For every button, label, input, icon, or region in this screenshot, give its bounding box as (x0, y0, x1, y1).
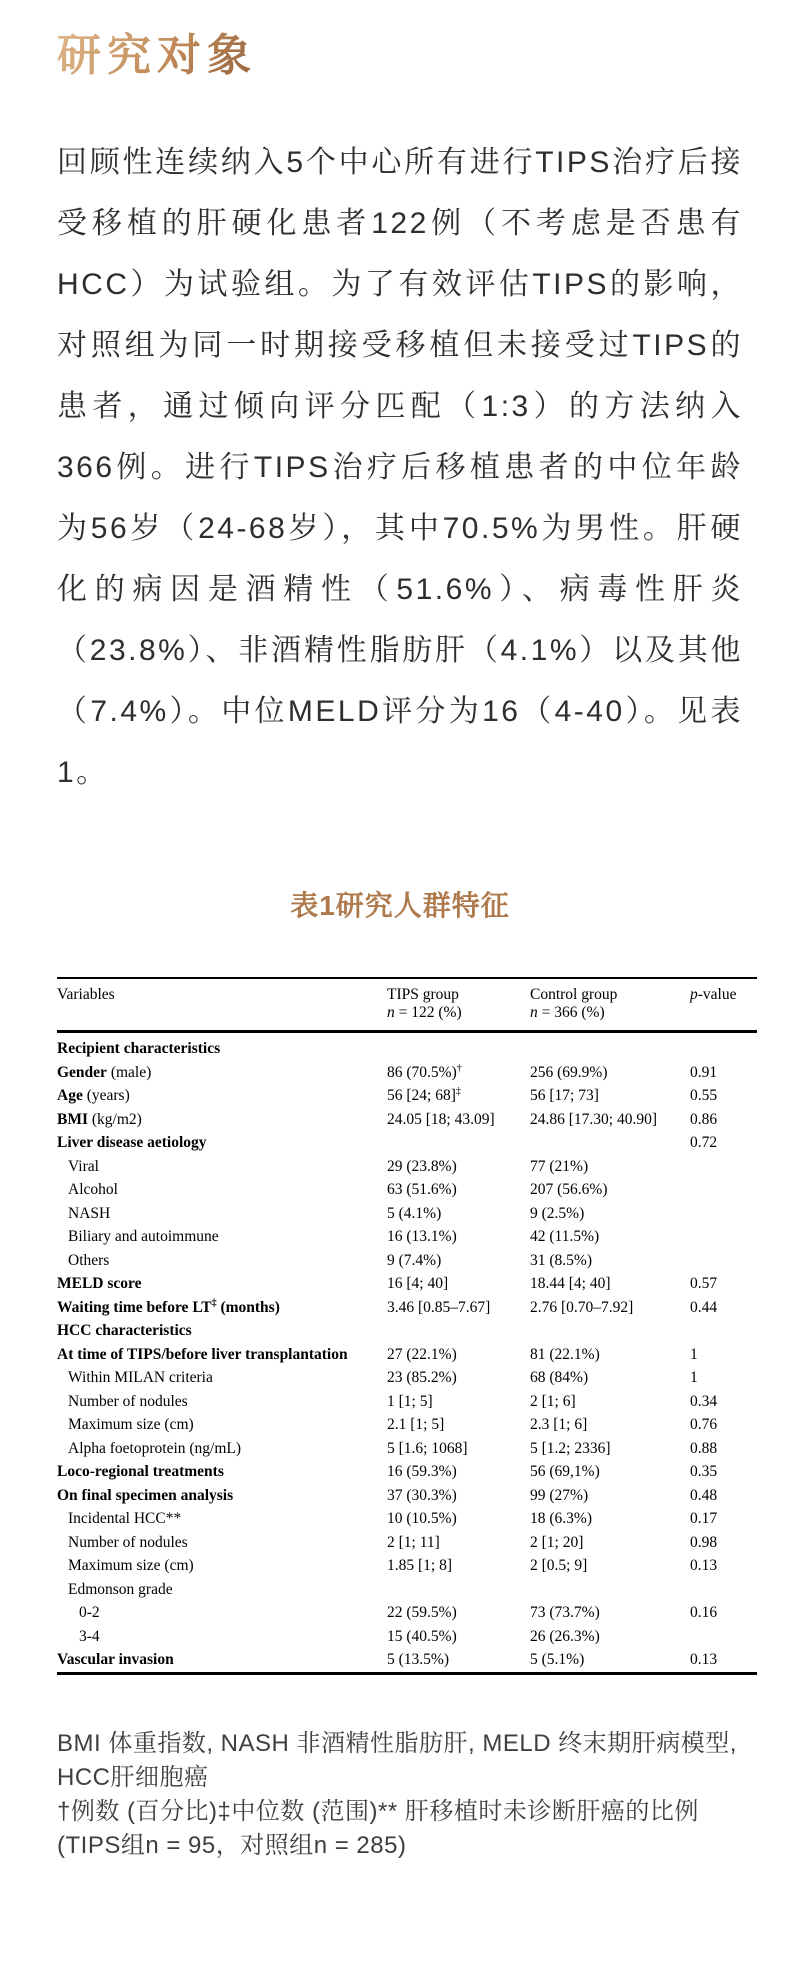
cell-p-value (690, 1202, 757, 1226)
table-body (57, 1032, 757, 1674)
cell-control-value: 2 [1; 6] (530, 1392, 576, 1410)
cell-tips-value (387, 1319, 530, 1343)
table-row (57, 1296, 757, 1320)
cell-variable: 3-4 (79, 1627, 100, 1645)
cell-control-value: 24.86 [17.30; 40.90] (530, 1110, 658, 1128)
cell-control-value: 9 (2.5%) (530, 1204, 585, 1222)
cell-variable: On final specimen analysis (57, 1486, 234, 1504)
cell-control-value: 256 (69.9%) (530, 1063, 608, 1081)
cell-variable: Viral (68, 1157, 99, 1175)
table-row (57, 1460, 757, 1484)
cell-variable: Maximum size (cm) (68, 1557, 194, 1574)
cell-tips-value: 5 (4.1%) (387, 1204, 442, 1222)
cell-tips-value: 56 [24; 68]‡ (387, 1085, 461, 1104)
footnote-line: †例数 (百分比)‡中位数 (范围)** 肝移植时未诊断肝癌的比例 (57, 1797, 699, 1825)
cell-control-value: 56 (69,1%) (530, 1463, 600, 1480)
table-row (57, 1319, 757, 1343)
cell-p-value: 0.13 (690, 1557, 718, 1574)
cell-tips-value: 5 (13.5%) (387, 1651, 449, 1668)
cell-control-value: 2.76 [0.70–7.92] (530, 1298, 634, 1316)
cell-control-value: 207 (56.6%) (530, 1181, 608, 1198)
cell-variable: Alpha foetoprotein (ng/mL) (68, 1439, 242, 1457)
cell-control-value: 77 (21%) (530, 1157, 589, 1175)
cell-p-value (690, 1155, 757, 1179)
cell-control-value: 2 [1; 20] (530, 1533, 584, 1551)
cell-control-value (530, 1131, 690, 1155)
cell-tips-value (387, 1032, 530, 1061)
cell-p-value: 0.98 (690, 1533, 718, 1551)
header-control-n-rest: = 366 (%) (537, 1003, 605, 1021)
cell-control-value: 31 (8.5%) (530, 1251, 592, 1269)
cell-control-value: 99 (27%) (530, 1486, 589, 1504)
header-tips-group (387, 978, 530, 1032)
cell-variable: Incidental HCC** (68, 1510, 182, 1527)
cell-p-value: 1 (690, 1345, 698, 1363)
cell-p-value: 0.91 (690, 1063, 718, 1081)
table-row (57, 1343, 757, 1367)
header-tips-n-italic: n (387, 1003, 395, 1021)
cell-tips-value: 29 (23.8%) (387, 1157, 457, 1175)
header-tips-n-rest: = 122 (%) (394, 1003, 462, 1021)
cell-variable: Number of nodules (68, 1533, 188, 1551)
cell-variable: Age (years) (57, 1087, 130, 1104)
table-row (57, 1484, 757, 1508)
cell-tips-value: 27 (22.1%) (387, 1345, 457, 1363)
cell-p-value (690, 1032, 757, 1061)
table-row (57, 1178, 757, 1202)
cell-variable: Number of nodules (68, 1392, 188, 1410)
cell-control-value: 26 (26.3%) (530, 1627, 600, 1645)
cell-variable: 0-2 (79, 1604, 100, 1621)
footnote-line: BMI 体重指数, NASH 非酒精性脂肪肝, MELD 终末期肝病模型, (57, 1729, 737, 1757)
cell-variable: HCC characteristics (57, 1322, 192, 1339)
cell-control-value: 18.44 [4; 40] (530, 1275, 611, 1292)
cell-tips-value: 86 (70.5%)† (387, 1062, 462, 1081)
header-variables (57, 978, 387, 1032)
cell-tips-value: 22 (59.5%) (387, 1604, 457, 1621)
cell-tips-value: 2.1 [1; 5] (387, 1416, 445, 1433)
cell-variable: Others (68, 1251, 110, 1269)
cell-p-value: 0.88 (690, 1439, 718, 1457)
cell-variable: Maximum size (cm) (68, 1416, 194, 1433)
cell-p-value: 0.57 (690, 1275, 718, 1292)
cell-p-value: 1 (690, 1369, 698, 1386)
cell-tips-value: 16 (59.3%) (387, 1463, 457, 1480)
cell-p-value: 0.48 (690, 1486, 718, 1504)
header-control-group (530, 978, 690, 1032)
cell-variable: MELD score (57, 1275, 142, 1292)
cell-p-value: 0.17 (690, 1510, 718, 1527)
cell-tips-value: 9 (7.4%) (387, 1251, 442, 1269)
header-control-title: Control group (530, 986, 618, 1003)
cell-variable: Loco-regional treatments (57, 1463, 224, 1480)
cell-p-value (690, 1249, 757, 1273)
cell-control-value: 18 (6.3%) (530, 1510, 592, 1527)
table-row (57, 1032, 757, 1061)
cell-control-value (530, 1578, 690, 1602)
table-row (57, 1061, 757, 1085)
header-p-rest: -value (697, 986, 737, 1003)
cell-p-value: 0.76 (690, 1416, 718, 1433)
cell-variable: NASH (68, 1204, 111, 1222)
table-row (57, 1554, 757, 1578)
table-row (57, 1507, 757, 1531)
cell-p-value: 0.35 (690, 1463, 718, 1480)
cell-variable: Vascular invasion (57, 1651, 174, 1668)
table-row (57, 1202, 757, 1226)
table-row (57, 1249, 757, 1273)
cell-variable: Within MILAN criteria (68, 1369, 213, 1386)
table-row (57, 1648, 757, 1673)
table-row (57, 1108, 757, 1132)
cell-tips-value (387, 1131, 530, 1155)
table-row (57, 1601, 757, 1625)
cell-control-value: 2.3 [1; 6] (530, 1416, 588, 1433)
cell-tips-value: 10 (10.5%) (387, 1510, 457, 1527)
cell-p-value (690, 1178, 757, 1202)
footnote-line: (TIPS组n = 95，对照组n = 285) (57, 1831, 407, 1859)
table-header (57, 978, 757, 1032)
cell-tips-value: 63 (51.6%) (387, 1181, 457, 1198)
cell-variable: BMI (kg/m2) (57, 1110, 142, 1128)
table-header-row (57, 978, 757, 1032)
cell-p-value: 0.13 (690, 1651, 718, 1668)
header-p-value (690, 978, 757, 1032)
page-title: 研究对象 (57, 31, 257, 80)
cell-tips-value: 1 [1; 5] (387, 1392, 433, 1410)
cell-tips-value: 23 (85.2%) (387, 1369, 457, 1386)
table-row (57, 1272, 757, 1296)
cell-p-value: 0.44 (690, 1298, 718, 1316)
table-row (57, 1625, 757, 1649)
cell-tips-value: 16 [4; 40] (387, 1275, 449, 1292)
footnote-line: HCC肝细胞癌 (57, 1763, 209, 1791)
study-population-table (57, 977, 757, 1675)
cell-p-value (690, 1578, 757, 1602)
cell-p-value: 0.86 (690, 1110, 718, 1128)
cell-tips-value: 1.85 [1; 8] (387, 1557, 453, 1574)
cell-control-value: 81 (22.1%) (530, 1345, 600, 1363)
cell-variable: Liver disease aetiology (57, 1134, 207, 1151)
cell-control-value: 68 (84%) (530, 1369, 589, 1386)
header-p-italic: p (690, 986, 698, 1003)
cell-control-value: 5 (5.1%) (530, 1651, 585, 1668)
table-row (57, 1390, 757, 1414)
cell-control-value (530, 1032, 690, 1061)
cell-control-value: 42 (11.5%) (530, 1228, 600, 1245)
cell-p-value: 0.16 (690, 1604, 718, 1621)
table-row (57, 1413, 757, 1437)
cell-variable: Recipient characteristics (57, 1040, 221, 1057)
header-control-n-italic: n (530, 1003, 538, 1021)
table-footnotes (57, 1727, 743, 1863)
header-tips-title: TIPS group (387, 986, 459, 1003)
cell-variable: Biliary and autoimmune (68, 1228, 219, 1245)
cell-tips-value: 16 (13.1%) (387, 1228, 457, 1245)
cell-variable: At time of TIPS/before liver transplantation (57, 1345, 348, 1363)
cell-p-value: 0.72 (690, 1134, 718, 1151)
cell-p-value: 0.34 (690, 1392, 718, 1410)
cell-control-value: 73 (73.7%) (530, 1604, 600, 1621)
cell-variable: Gender (male) (57, 1063, 152, 1081)
cell-tips-value: 5 [1.6; 1068] (387, 1439, 468, 1457)
cell-p-value (690, 1319, 757, 1343)
table-row (57, 1578, 757, 1602)
table-row (57, 1131, 757, 1155)
header-variables-label: Variables (57, 986, 115, 1003)
cell-variable: Edmonson grade (68, 1580, 173, 1598)
cell-p-value: 0.55 (690, 1087, 718, 1104)
table-row (57, 1225, 757, 1249)
table-row (57, 1084, 757, 1108)
cell-tips-value: 37 (30.3%) (387, 1486, 457, 1504)
cell-tips-value: 3.46 [0.85–7.67] (387, 1298, 491, 1316)
body-paragraph: 回顾性连续纳入5个中心所有进行TIPS治疗后接受移植的肝硬化患者122例（不考虑是否患有HCC）为试验组。为了有效评估TIPS的影响，对照组为同一时期接受移植但未接受过TIPS的患者，通过倾向评分匹配（1:3）的方法纳入366例。进行TIPS治疗后移植患者的中位年龄为56岁（24-68岁），其中70.5%为男性。肝硬化的病因是酒精性（51.6%）、病毒性肝炎（23.8%）、非酒精性脂肪肝（4.1%）以及其他（7.4%）。中位MELD评分为16（4-40）。见表1。 (57, 146, 743, 789)
cell-control-value: 56 [17; 73] (530, 1087, 599, 1104)
cell-tips-value (387, 1578, 530, 1602)
cell-p-value (690, 1625, 757, 1649)
cell-variable: Waiting time before LT‡ (months) (57, 1297, 280, 1316)
table-row (57, 1366, 757, 1390)
cell-p-value (690, 1225, 757, 1249)
cell-tips-value: 15 (40.5%) (387, 1627, 457, 1645)
cell-tips-value: 2 [1; 11] (387, 1533, 440, 1551)
cell-variable: Alcohol (68, 1181, 118, 1198)
cell-tips-value: 24.05 [18; 43.09] (387, 1110, 495, 1128)
cell-control-value: 5 [1.2; 2336] (530, 1439, 611, 1457)
table-row (57, 1531, 757, 1555)
cell-control-value (530, 1319, 690, 1343)
table-row (57, 1155, 757, 1179)
cell-control-value: 2 [0.5; 9] (530, 1557, 588, 1574)
table-title: 表1研究人群特征 (290, 890, 510, 921)
table-row (57, 1437, 757, 1461)
